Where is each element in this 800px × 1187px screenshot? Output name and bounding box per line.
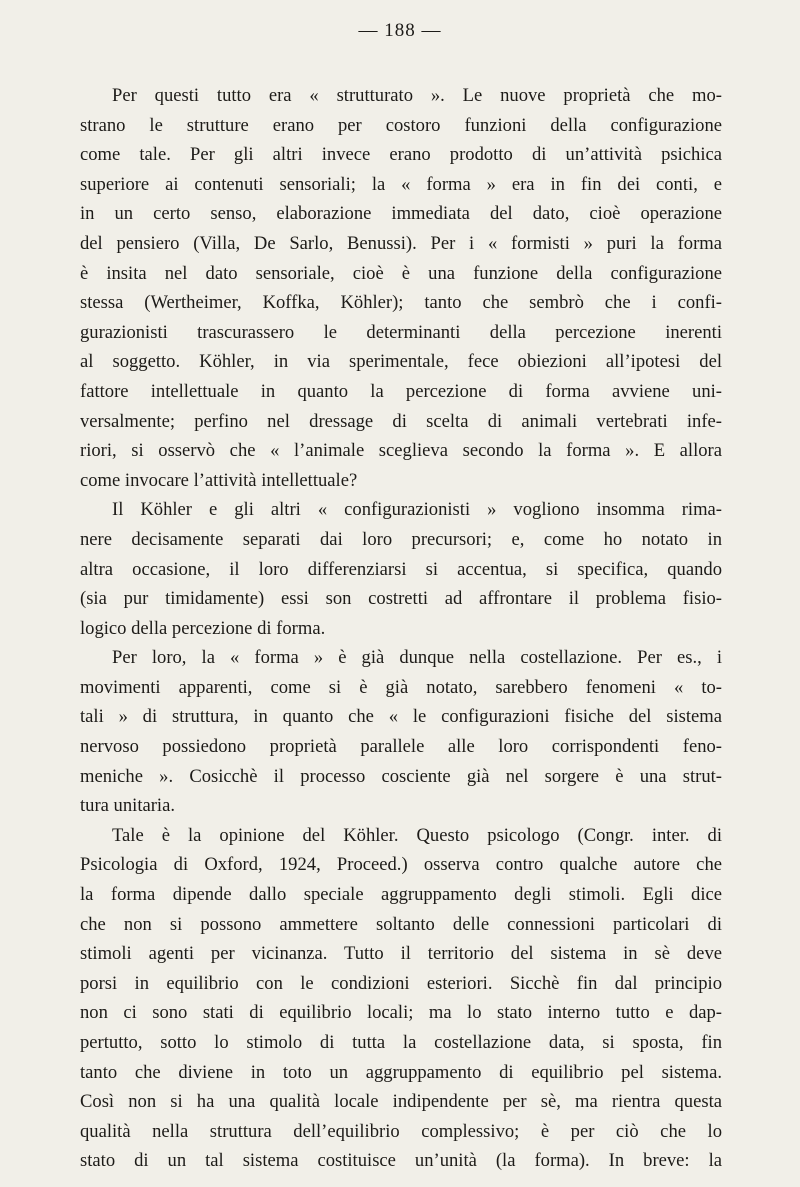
text-line: (sia pur timidamente) essi son costretti ad affrontare il problema fisio- [80,588,722,610]
text-line: tali » di struttura, in quanto che « le configurazioni fisiche del sistema [80,706,722,728]
paragraph-4 [80,821,722,1176]
text-line: riori, si osservò che « l’animale sceglieva secondo la forma ». E allora [80,440,722,462]
text-line: stimoli agenti per vicinanza. Tutto il territorio del sistema in sè deve [80,943,722,965]
text-line: Tale è la opinione del Köhler. Questo psicologo (Congr. inter. di [112,824,722,846]
text-line: meniche ». Cosicchè il processo cosciente già nel sorgere è una strut- [80,765,722,787]
text-line: Il Köhler e gli altri « configurazionisti » vogliono insomma rima- [112,499,722,521]
text-line: del pensiero (Villa, De Sarlo, Benussi). Per i « formisti » puri la forma [80,232,722,254]
text-line: Così non si ha una qualità locale indipendente per sè, ma rientra questa [80,1091,722,1113]
text-line: versalmente; perfino nel dressage di scelta di animali vertebrati infe- [80,410,722,432]
text-line: tura unitaria. [80,795,175,817]
text-line: qualità nella struttura dell’equilibrio complessivo; è per ciò che lo [80,1120,722,1142]
text-line: stessa (Wertheimer, Koffka, Köhler); tanto che sembrò che i confi- [80,292,722,314]
text-line: Per loro, la « forma » è già dunque nella costellazione. Per es., i [112,647,722,669]
text-line: altra occasione, il loro differenziarsi si accentua, si specifica, quando [80,558,722,580]
paragraph-2 [80,495,722,643]
text-line: che non si possono ammettere soltanto delle connessioni particolari di [80,913,722,935]
text-line: Psicologia di Oxford, 1924, Proceed.) osserva contro qualche autore che [80,854,722,876]
text-line: stato di un tal sistema costituisce un’unità (la forma). In breve: la [80,1150,722,1172]
text-line: superiore ai contenuti sensoriali; la « forma » era in fin dei conti, e [80,173,722,195]
text-line: nere decisamente separati dai loro precursori; e, come ho notato in [80,528,722,550]
text-line: non ci sono stati di equilibrio locali; ma lo stato interno tutto e dap- [80,1002,722,1024]
text-line: Per questi tutto era « strutturato ». Le nuove proprietà che mo- [112,85,722,106]
text-line: è insita nel dato sensoriale, cioè è una funzione della configurazione [80,262,722,284]
paragraph-1 [80,81,722,495]
text-line: fattore intellettuale in quanto la percezione di forma avviene uni- [80,380,722,402]
text-line: tanto che diviene in toto un aggruppamento di equilibrio pel sistema. [80,1061,722,1083]
page-number: — 188 — [358,20,442,41]
text-line: movimenti apparenti, come si è già notato, sarebbero fenomeni « to- [80,676,722,698]
text-line: come tale. Per gli altri invece erano prodotto di un’attività psichica [80,144,722,166]
text-line: nervoso possiedono proprietà parallele alle loro corrispondenti feno- [80,736,722,758]
body-text [80,81,722,1176]
text-line: logico della percezione di forma. [80,617,326,639]
text-line: pertutto, sotto lo stimolo di tutta la costellazione data, si sposta, fin [80,1032,722,1053]
text-line: gurazionisti trascurassero le determinanti della percezione inerenti [80,321,722,343]
paragraph-3 [80,643,722,821]
text-line: in un certo senso, elaborazione immediata del dato, cioè operazione [80,203,722,225]
text-line: al soggetto. Köhler, in via sperimentale, fece obiezioni all’ipotesi del [80,351,722,373]
text-line: strano le strutture erano per costoro funzioni della configurazione [80,114,722,136]
text-line: la forma dipende dallo speciale aggruppamento degli stimoli. Egli dice [80,884,722,906]
text-line: come invocare l’attività intellettuale? [80,469,358,491]
text-line: porsi in equilibrio con le condizioni esteriori. Sicchè fin dal principio [80,972,722,994]
